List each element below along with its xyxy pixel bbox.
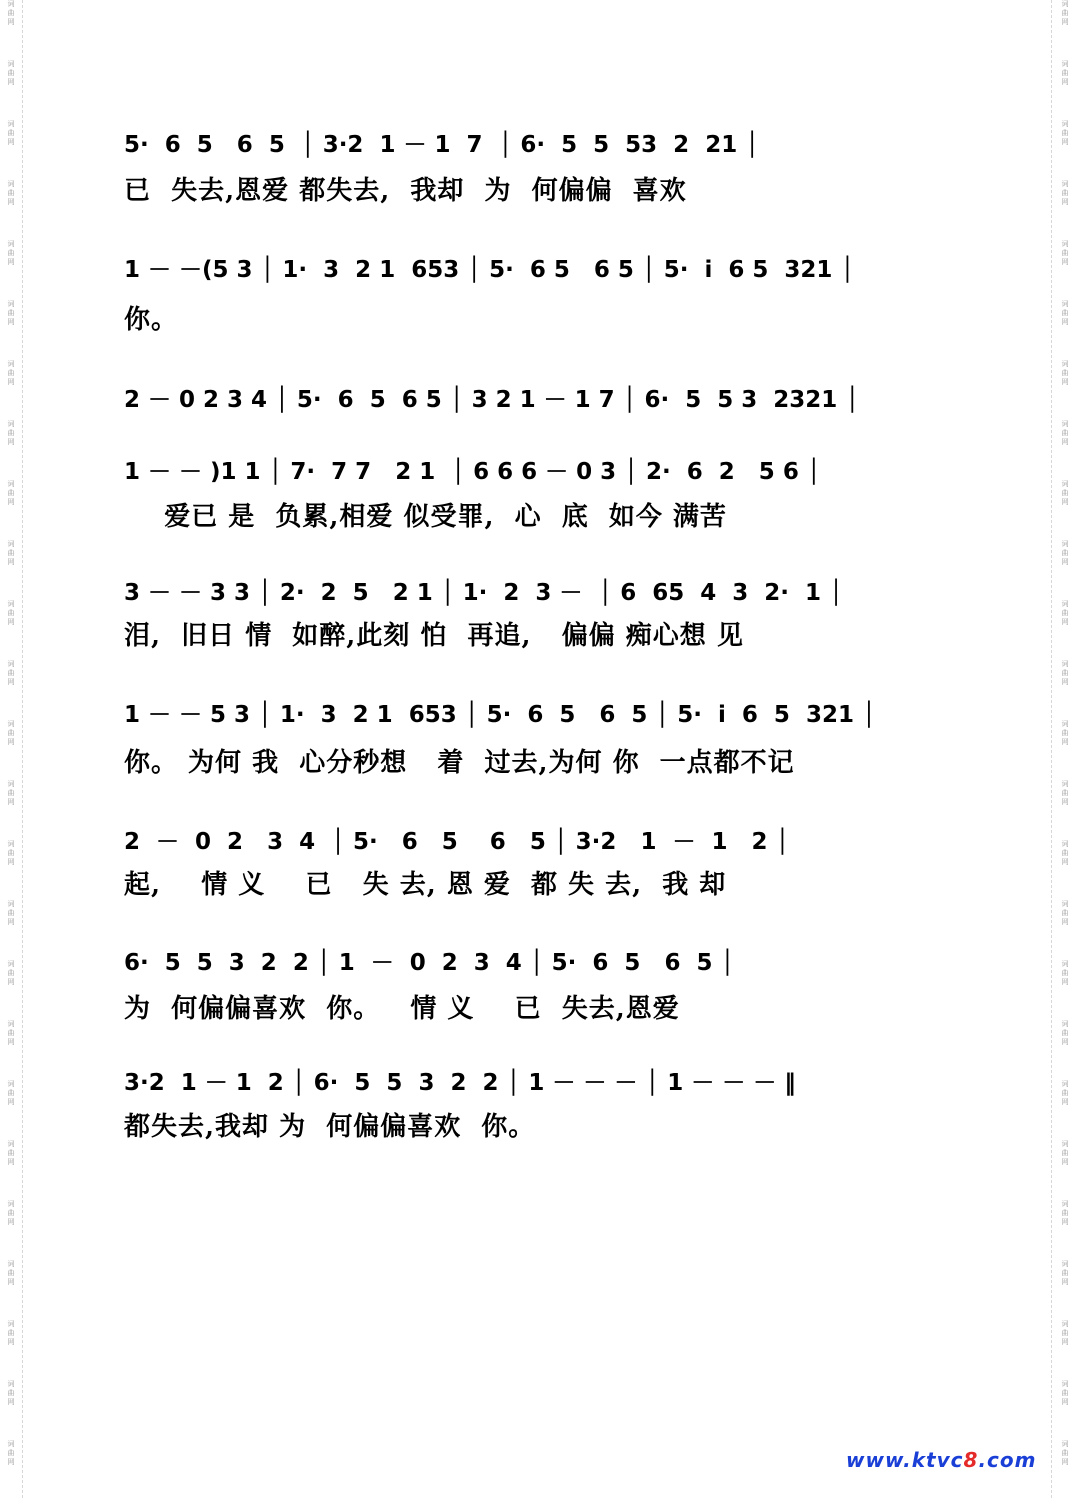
site-url-highlight: 8 xyxy=(963,1448,979,1472)
watermark-mark: 词 曲 网 xyxy=(1061,480,1069,506)
watermark-mark: 词 曲 网 xyxy=(1061,240,1069,266)
watermark-mark: 词 曲 网 xyxy=(7,1440,15,1466)
watermark-mark: 词 曲 网 xyxy=(7,120,15,146)
notes-line-8: 6· 5 5 3 2 2 │ 1 － 0 2 3 4 │ 5· 6 5 6 5 │ xyxy=(124,950,735,976)
watermark-mark: 词 曲 网 xyxy=(1061,540,1069,566)
notes-line-9: 3·2 1 － 1 2 │ 6· 5 5 3 2 2 │ 1 － － － │ 1 － － － ‖ xyxy=(124,1070,796,1096)
watermark-mark: 词 曲 网 xyxy=(7,180,15,206)
watermark-mark: 词 曲 网 xyxy=(7,480,15,506)
lyrics-line-8: 为 何偏偏喜欢 你。 情 义 已 失去,恩爱 xyxy=(124,994,680,1024)
site-url-suffix: .com xyxy=(978,1448,1037,1472)
lyrics-line-4: 爱已 是 负累,相爱 似受罪, 心 底 如今 满苦 xyxy=(124,502,727,532)
lyrics-line-9: 都失去,我却 为 何偏偏喜欢 你。 xyxy=(124,1112,536,1142)
notes-line-3: 2 － 0 2 3 4 │ 5· 6 5 6 5 │ 3 2 1 － 1 7 │ 6· 5 5 3 2321 │ xyxy=(124,387,860,413)
watermark-mark: 词 曲 网 xyxy=(7,60,15,86)
watermark-mark: 词 曲 网 xyxy=(1061,420,1069,446)
notes-line-6: 1 － － 5 3 │ 1· 3 2 1 653 │ 5· 6 5 6 5 │ 5· i 6 5 321 │ xyxy=(124,702,876,728)
watermark-mark: 词 曲 网 xyxy=(1061,780,1069,806)
watermark-mark: 词 曲 网 xyxy=(1061,1260,1069,1286)
watermark-mark: 词 曲 网 xyxy=(7,540,15,566)
watermark-mark: 词 曲 网 xyxy=(7,420,15,446)
lyrics-line-7: 起, 情 义 已 失 去, 恩 爱 都 失 去, 我 却 xyxy=(124,870,727,900)
watermark-mark: 词 曲 网 xyxy=(1061,1140,1069,1166)
watermark-mark: 词 曲 网 xyxy=(1061,120,1069,146)
lyrics-line-6: 你。 为何 我 心分秒想 着 过去,为何 你 一点都不记 xyxy=(124,748,795,778)
lyrics-line-2: 你。 xyxy=(124,305,179,335)
watermark-column-right xyxy=(1058,0,1072,1500)
watermark-mark: 词 曲 网 xyxy=(7,600,15,626)
notes-line-5: 3 － － 3 3 │ 2· 2 5 2 1 │ 1· 2 3 － │ 6 65 4 3 2· 1 │ xyxy=(124,580,843,606)
watermark-mark: 词 曲 网 xyxy=(1061,1440,1069,1466)
watermark-mark: 词 曲 网 xyxy=(7,720,15,746)
watermark-mark: 词 曲 网 xyxy=(1061,180,1069,206)
watermark-mark: 词 曲 网 xyxy=(1061,1080,1069,1106)
watermark-mark: 词 曲 网 xyxy=(7,900,15,926)
watermark-mark: 词 曲 网 xyxy=(1061,600,1069,626)
right-margin-guide xyxy=(1051,0,1052,1498)
watermark-mark: 词 曲 网 xyxy=(1061,660,1069,686)
watermark-mark: 词 曲 网 xyxy=(1061,1200,1069,1226)
watermark-mark: 词 曲 网 xyxy=(7,360,15,386)
watermark-mark: 词 曲 网 xyxy=(7,0,15,26)
watermark-mark: 词 曲 网 xyxy=(7,300,15,326)
notes-line-4: 1 － － )1 1 │ 7· 7 7 2 1 │ 6 6 6 － 0 3 │ 2· 6 2 5 6 │ xyxy=(124,459,821,485)
site-url xyxy=(846,1448,1036,1472)
watermark-mark: 词 曲 网 xyxy=(7,1320,15,1346)
watermark-mark: 词 曲 网 xyxy=(7,1260,15,1286)
watermark-mark: 词 曲 网 xyxy=(1061,360,1069,386)
watermark-column-left xyxy=(4,0,18,1500)
watermark-mark: 词 曲 网 xyxy=(1061,1020,1069,1046)
notes-line-1: 5· 6 5 6 5 │ 3·2 1 － 1 7 │ 6· 5 5 53 2 21 │ xyxy=(124,132,760,158)
notes-line-7: 2 － 0 2 3 4 │ 5· 6 5 6 5 │ 3·2 1 － 1 2 │ xyxy=(124,829,790,855)
watermark-mark: 词 曲 网 xyxy=(7,1380,15,1406)
watermark-mark: 词 曲 网 xyxy=(7,960,15,986)
watermark-mark: 词 曲 网 xyxy=(7,660,15,686)
watermark-mark: 词 曲 网 xyxy=(1061,1320,1069,1346)
watermark-mark: 词 曲 网 xyxy=(1061,60,1069,86)
watermark-mark: 词 曲 网 xyxy=(1061,900,1069,926)
lyrics-line-1: 已 失去,恩爱 都失去, 我却 为 何偏偏 喜欢 xyxy=(124,176,687,206)
watermark-mark: 词 曲 网 xyxy=(7,240,15,266)
watermark-mark: 词 曲 网 xyxy=(7,840,15,866)
notes-line-2: 1 － －(5 3 │ 1· 3 2 1 653 │ 5· 6 5 6 5 │ 5· i 6 5 321 │ xyxy=(124,257,855,283)
watermark-mark: 词 曲 网 xyxy=(7,1140,15,1166)
watermark-mark: 词 曲 网 xyxy=(7,780,15,806)
watermark-mark: 词 曲 网 xyxy=(1061,300,1069,326)
watermark-mark: 词 曲 网 xyxy=(1061,720,1069,746)
watermark-mark: 词 曲 网 xyxy=(1061,960,1069,986)
watermark-mark: 词 曲 网 xyxy=(1061,0,1069,26)
watermark-mark: 词 曲 网 xyxy=(7,1200,15,1226)
site-url-prefix: www.ktvc xyxy=(846,1448,964,1472)
watermark-mark: 词 曲 网 xyxy=(7,1020,15,1046)
lyrics-line-5: 泪, 旧日 情 如醉,此刻 怕 再追, 偏偏 痴心想 见 xyxy=(124,621,744,651)
watermark-mark: 词 曲 网 xyxy=(1061,840,1069,866)
left-margin-guide xyxy=(22,0,23,1498)
watermark-mark: 词 曲 网 xyxy=(7,1080,15,1106)
watermark-mark: 词 曲 网 xyxy=(1061,1380,1069,1406)
